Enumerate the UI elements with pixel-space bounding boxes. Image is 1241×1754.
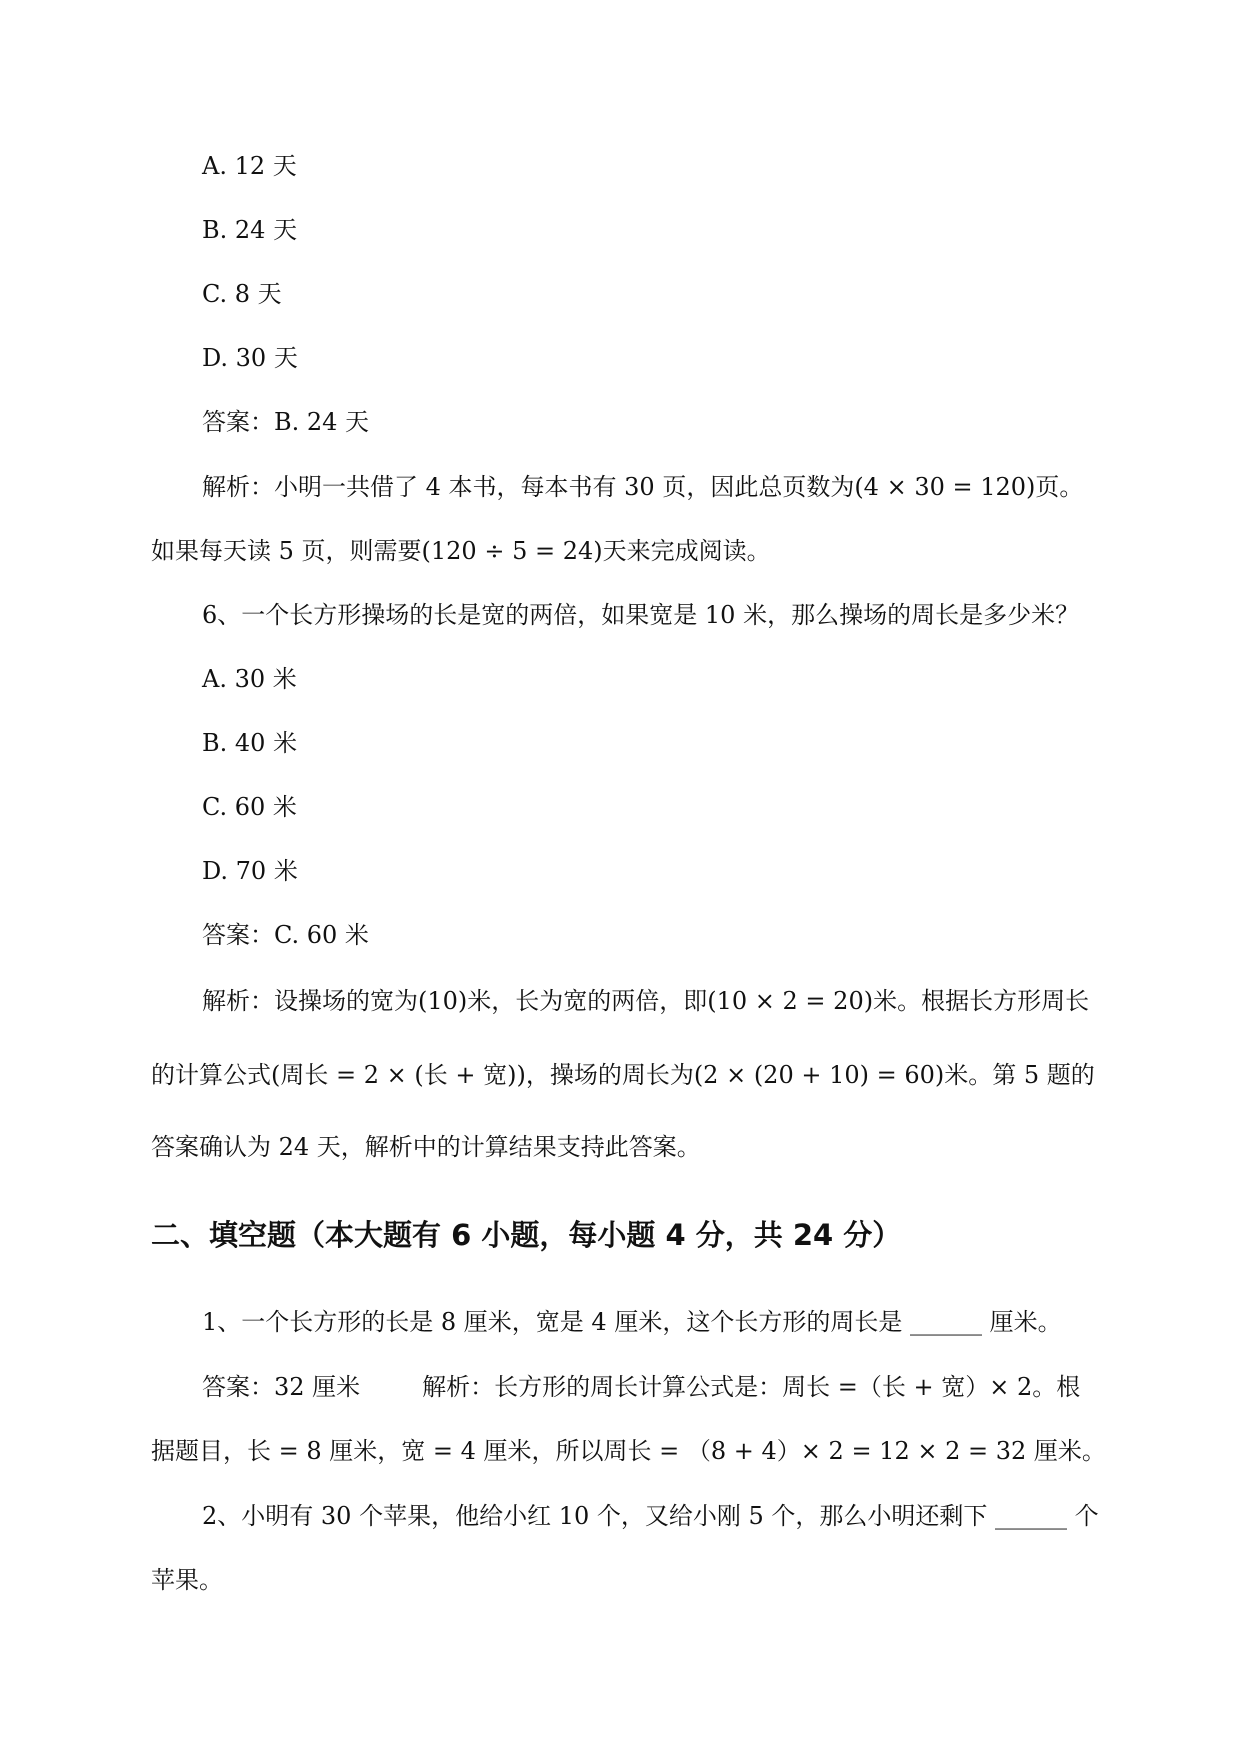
fill1-answer: 答案：32 厘米 [202, 1373, 361, 1401]
fill1-analysis-line2: 据题目，长 = 8 厘米，宽 = 4 厘米，所以周长 = （8 + 4）× 2 = 12 × 2 = 32 厘米。 [151, 1437, 1106, 1465]
q6-question: 6、一个长方形操场的长是宽的两倍，如果宽是 10 米，那么操场的周长是多少米？ [202, 601, 1080, 629]
q6-option-c: C. 60 米 [202, 793, 297, 821]
q5-option-d: D. 30 天 [202, 344, 298, 372]
q6-analysis-line3: 答案确认为 24 天，解析中的计算结果支持此答案。 [151, 1133, 701, 1161]
fill2-question-line2: 苹果。 [151, 1566, 223, 1594]
q6-option-a: A. 30 米 [202, 665, 297, 693]
fill1-answer-row [202, 1371, 1080, 1403]
q5-option-b: B. 24 天 [202, 216, 298, 244]
q5-option-a: A. 12 天 [202, 152, 297, 180]
q5-option-c: C. 8 天 [202, 280, 282, 308]
q5-analysis-line2: 如果每天读 5 页，则需要(120 ÷ 5 = 24)天来完成阅读。 [151, 537, 771, 565]
q5-answer: 答案：B. 24 天 [202, 408, 370, 436]
fill1-question: 1、一个长方形的长是 8 厘米，宽是 4 厘米，这个长方形的周长是 ______ 厘米。 [202, 1308, 1062, 1336]
q6-option-b: B. 40 米 [202, 729, 298, 757]
q5-analysis-line1: 解析：小明一共借了 4 本书，每本书有 30 页，因此总页数为(4 × 30 = 120)页。 [202, 473, 1084, 501]
fill1-analysis-line1: 解析：长方形的周长计算公式是：周长 =（长 + 宽）× 2。根 [422, 1373, 1081, 1401]
q6-option-d: D. 70 米 [202, 857, 298, 885]
q6-analysis-line1: 解析：设操场的宽为(10)米，长为宽的两倍，即(10 × 2 = 20)米。根据长方形周长 [202, 987, 1090, 1015]
q6-analysis-line2: 的计算公式(周长 = 2 × (长 + 宽))，操场的周长为(2 × (20 + 10) = 60)米。第 5 题的 [151, 1061, 1095, 1089]
fill2-question-line1: 2、小明有 30 个苹果，他给小红 10 个，又给小刚 5 个，那么小明还剩下 ______ 个 [202, 1502, 1099, 1530]
section-heading-fill-in: 二、填空题（本大题有 6 小题，每小题 4 分，共 24 分） [151, 1218, 902, 1252]
q6-answer: 答案：C. 60 米 [202, 921, 369, 949]
